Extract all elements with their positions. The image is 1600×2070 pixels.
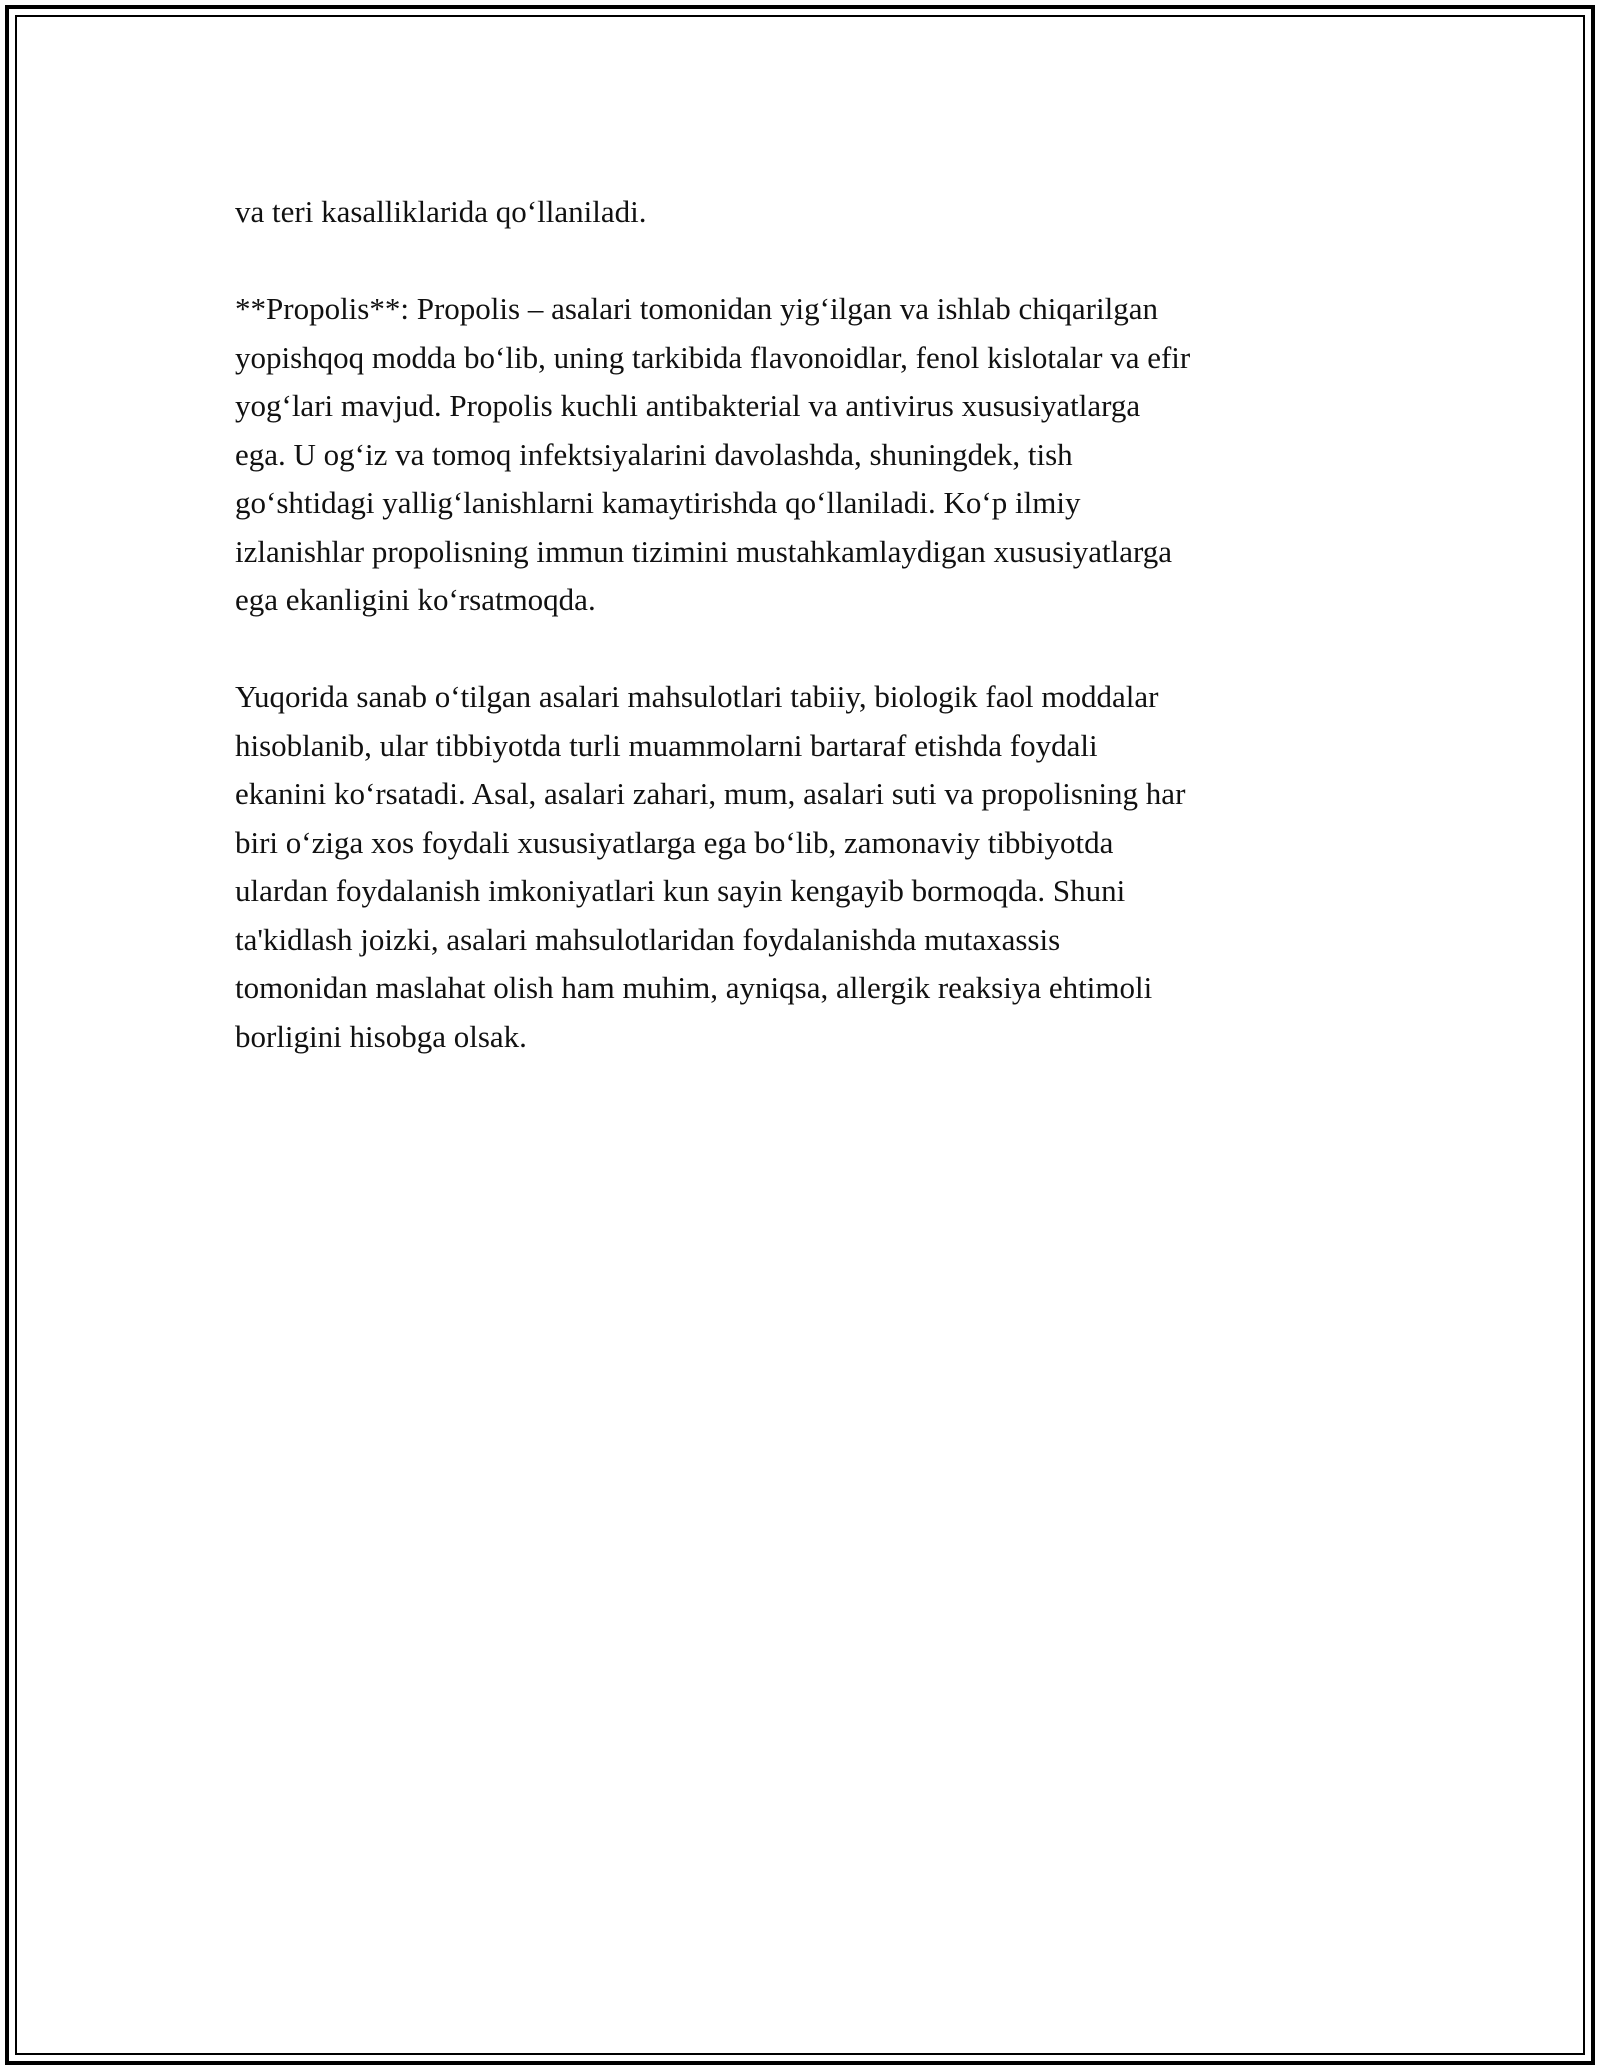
paragraph-propolis: **Propolis**: Propolis – asalari tomonidan yig‘ilgan va ishlab chiqarilgan yopishqoq modda bo‘lib, uning tarkibida flavonoidlar, fenol kislotalar va efir yog‘lari mavjud. Propolis kuchli antibakterial va antivirus xususiyatlarga ega. U og‘iz va tomoq infektsiyalarini davolashda, shuningdek, tish go‘shtidagi yallig‘lanishlarni kamaytirishda qo‘llaniladi. Ko‘p ilmiy izlanishlar propolisning immun tizimini mustahkamlaydigan xususiyatlarga ega ekanligini ko‘rsatmoqda. <box>235 291 1191 617</box>
paragraph-conclusion: Yuqorida sanab o‘tilgan asalari mahsulotlari tabiiy, biologik faol moddalar hisoblanib, ular tibbiyotda turli muammolarni bartaraf etishda foydali ekanini ko‘rsatadi. Asal, asalari zahari, mum, asalari suti va propolisning har biri o‘ziga xos foydali xususiyatlarga ega bo‘lib, zamonaviy tibbiyotda ulardan foydalanish imkoniyatlari kun sayin kengayib bormoqda. Shuni ta'kidlash joizki, asalari mahsulotlaridan foydalanishda mutaxassis tomonidan maslahat olish ham muhim, ayniqsa, allergik reaksiya ehtimoli borligini hisobga olsak. <box>235 679 1186 1054</box>
paragraph-continuation: va teri kasalliklarida qo‘llaniladi. <box>235 194 647 229</box>
document-body <box>235 188 1375 1110</box>
